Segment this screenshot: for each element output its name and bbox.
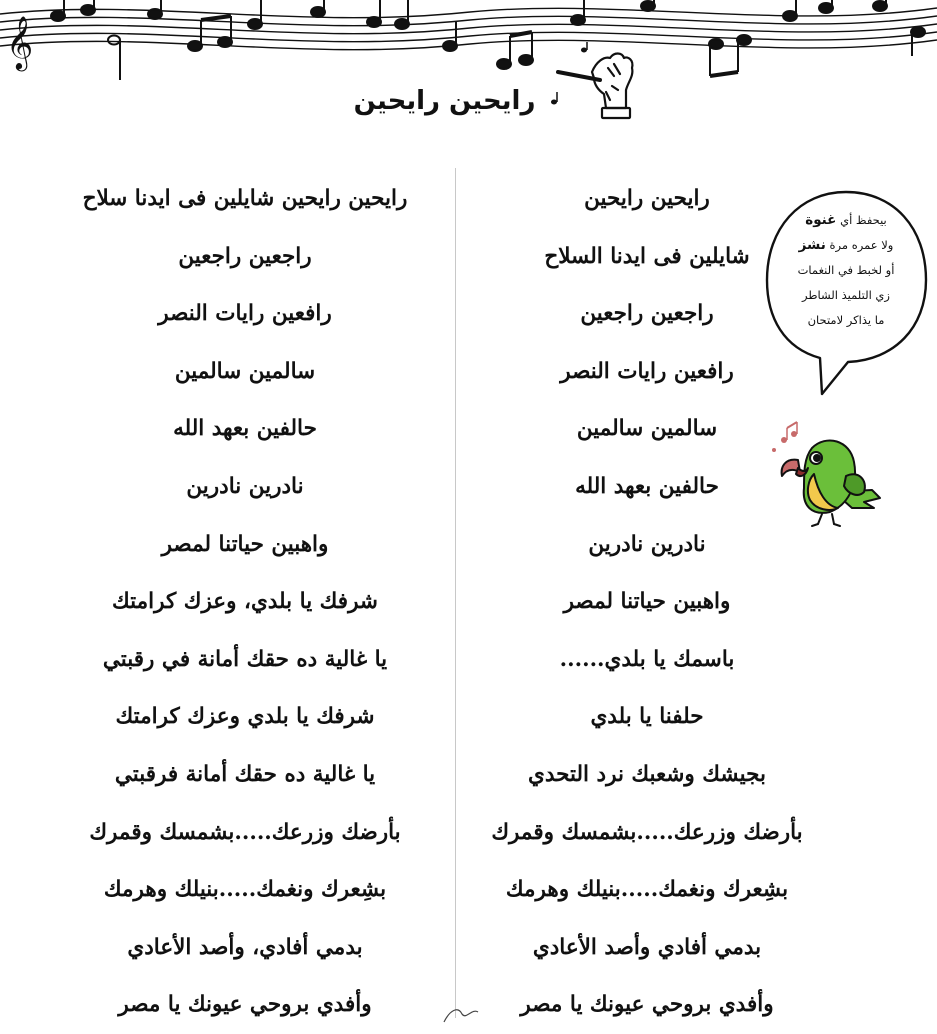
- lyric-line: سالمين سالمين: [174, 358, 316, 384]
- lyric-line: باسمك يا بلدي......: [559, 646, 735, 672]
- bubble-line: أو لخبط في النغمات: [797, 263, 895, 277]
- lyric-line: بجيشك وشعبك نرد التحدي: [528, 761, 766, 787]
- lyric-line: شايلين فى ايدنا السلاح: [544, 243, 750, 269]
- lyric-line: راجعين راجعين: [580, 301, 714, 327]
- lyric-line: حالفين بعهد الله: [575, 473, 719, 499]
- music-staff-icon: [0, 0, 937, 90]
- bubble-line: بيحفظ أي غنوة: [805, 212, 887, 228]
- lyric-line: بأرضك وزرعك.....بشمسك وقمرك: [491, 819, 803, 845]
- lyric-line: شرفك يا بلدي وعزك كرامتك: [115, 704, 375, 730]
- singing-parrot-icon: [768, 420, 888, 535]
- lyric-line: سالمين سالمين: [576, 416, 718, 442]
- lyric-line: يا غالية ده حقك أمانة فرقبتي: [114, 761, 376, 787]
- bubble-line: زي التلميذ الشاطر: [802, 288, 890, 302]
- page-title: رايحين رايحين: [353, 86, 536, 116]
- lyric-line: بشِعرك ونغمك.....بنيلك وهرمك: [505, 877, 789, 903]
- lyric-line: واهبين حياتنا لمصر: [161, 531, 329, 557]
- lyric-line: بأرضك وزرعك.....بشمسك وقمرك: [89, 819, 401, 845]
- bubble-line: ولا عمره مرة نشز: [798, 237, 894, 253]
- lyric-line: بدمي أفادي، وأصد الأعادي: [127, 934, 363, 960]
- lyric-line: يا غالية ده حقك أمانة في رقبتي: [102, 646, 388, 672]
- speech-bubble-text: [776, 208, 916, 333]
- lyric-line: راجعين راجعين: [178, 243, 312, 269]
- lyric-line: واهبين حياتنا لمصر: [563, 589, 731, 615]
- lyric-line: رايحين رايحين: [584, 186, 710, 211]
- lyrics-column-left: [35, 170, 455, 1034]
- lyric-line: حالفين بعهد الله: [173, 416, 317, 442]
- lyric-line: شرفك يا بلدي، وعزك كرامتك: [112, 589, 378, 615]
- lyrics-column-right: [487, 170, 807, 1034]
- lyric-line: نادرين نادرين: [588, 531, 706, 557]
- lyric-line: بدمي أفادي وأصد الأعادي: [532, 934, 762, 960]
- lyric-line: وأفدي بروحي عيونك يا مصر: [520, 992, 774, 1018]
- lyric-line: وأفدي بروحي عيونك يا مصر: [118, 992, 372, 1018]
- lyric-line: رافعين رايات النصر: [560, 358, 734, 384]
- lyric-line: رافعين رايات النصر: [158, 301, 332, 327]
- svg-text:𝄞: 𝄞: [6, 15, 34, 69]
- scribble-mark: [440, 1000, 490, 1024]
- column-divider: [455, 168, 456, 1018]
- lyric-line: حلفنا يا بلدي: [590, 704, 704, 730]
- bubble-line: ما يذاكر لامتحان: [807, 313, 885, 327]
- lyric-line: رايحين رايحين شايلين فى ايدنا سلاح: [82, 186, 408, 211]
- lyric-line: نادرين نادرين: [186, 473, 304, 499]
- lyric-line: بشِعرك ونغمك.....بنيلك وهرمك: [103, 877, 387, 903]
